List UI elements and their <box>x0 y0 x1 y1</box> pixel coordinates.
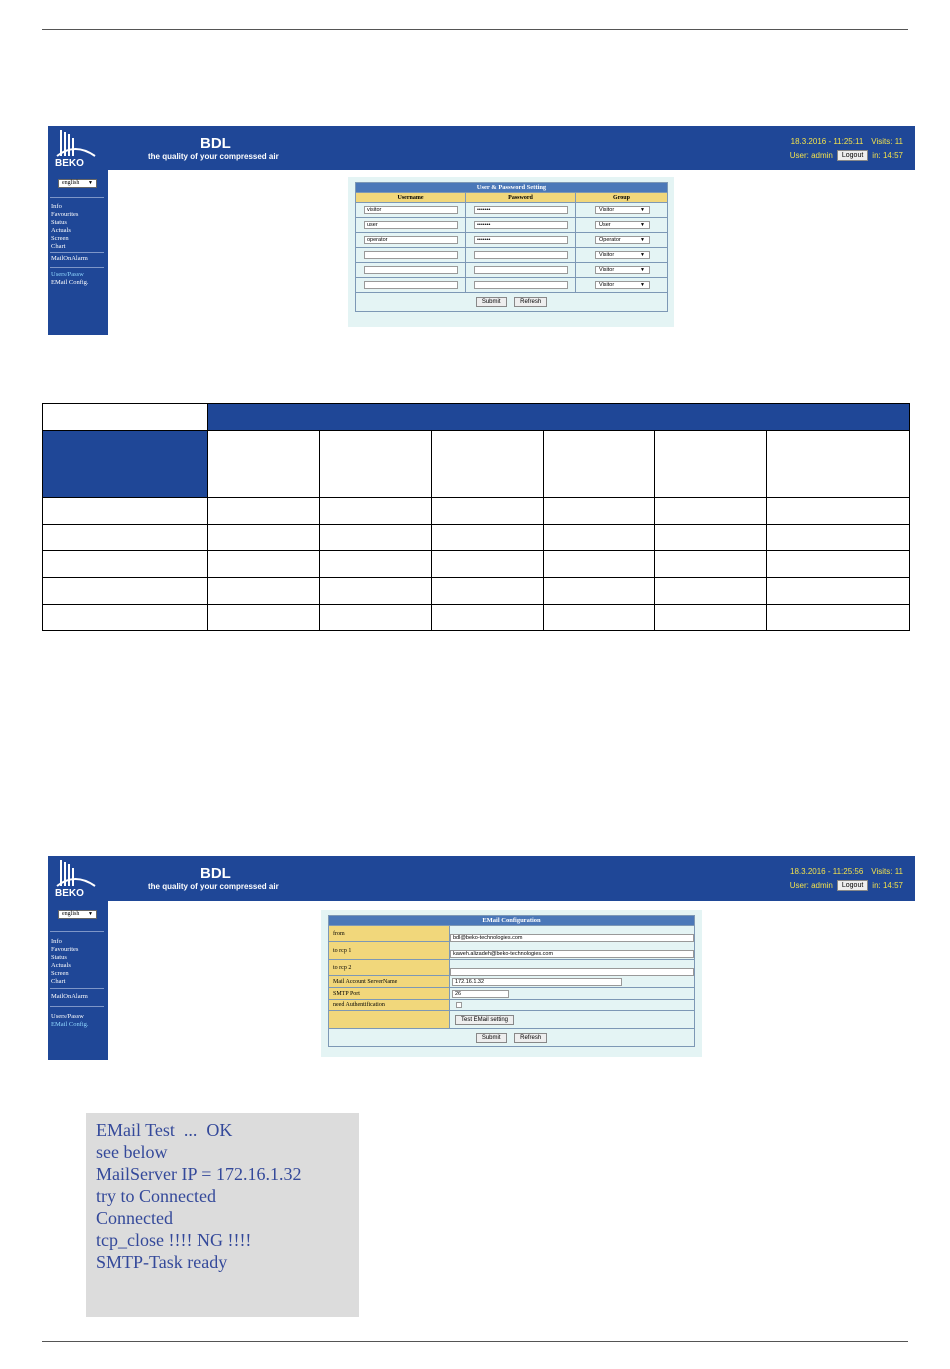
username-input[interactable] <box>364 251 458 259</box>
beko-logo-icon <box>51 128 99 168</box>
sidebar-item-email-config[interactable]: EMail Config. <box>51 1021 89 1028</box>
email-config-screenshot <box>48 856 915 1061</box>
auth-checkbox[interactable] <box>456 1002 462 1008</box>
bottom-rule <box>42 1341 908 1342</box>
chevron-down-icon: ▼ <box>88 181 93 186</box>
output-line: EMail Test ... OK <box>96 1120 233 1140</box>
timestamp: 18.3.2016 - 11:25:56 <box>790 867 864 876</box>
empty-grid-table <box>42 403 910 631</box>
group-select[interactable]: Visitor ▼ <box>595 281 650 289</box>
app-tagline: the quality of your compressed air <box>148 882 279 891</box>
table-row <box>356 233 668 248</box>
table-cell <box>43 404 208 431</box>
sidebar-nav-main <box>51 203 78 251</box>
password-input[interactable]: ••••••• <box>474 236 568 244</box>
table-row <box>356 278 668 293</box>
group-select[interactable]: Visitor ▼ <box>595 206 650 214</box>
sidebar-item-chart[interactable]: Chart <box>51 978 66 985</box>
sidebar-nav-config <box>51 1013 89 1029</box>
column-header-password: Password <box>466 193 576 203</box>
chevron-down-icon: ▼ <box>640 222 645 228</box>
username-input[interactable]: operator <box>364 236 458 244</box>
table-row <box>43 498 910 525</box>
table-row <box>356 203 668 218</box>
refresh-button[interactable]: Refresh <box>514 297 547 307</box>
table-cell <box>432 431 544 498</box>
sidebar-nav-main <box>51 938 78 986</box>
form-actions <box>356 293 668 312</box>
divider <box>50 252 104 253</box>
sidebar <box>48 170 108 335</box>
logout-button[interactable]: Logout <box>837 880 868 891</box>
password-input[interactable]: ••••••• <box>474 206 568 214</box>
sidebar-item-users-passw[interactable]: Users/Passw <box>51 1013 84 1020</box>
sidebar-item-screen[interactable]: Screen <box>51 970 69 977</box>
sidebar-item-email-config[interactable]: EMail Config. <box>51 279 89 286</box>
user-label: User: admin <box>789 151 833 160</box>
column-header-group: Group <box>576 193 668 203</box>
submit-button[interactable]: Submit <box>476 1033 507 1043</box>
rcp2-label: to rcp 2 <box>329 960 450 976</box>
sidebar-item-status[interactable]: Status <box>51 219 67 226</box>
rcp1-label: to rcp 1 <box>329 942 450 960</box>
username-input[interactable]: visitor <box>364 206 458 214</box>
header-user <box>790 880 903 891</box>
divider <box>50 988 104 989</box>
divider <box>50 267 104 268</box>
server-label: Mail Account ServerName <box>329 976 450 988</box>
chevron-down-icon: ▼ <box>640 267 645 273</box>
sidebar-item-chart[interactable]: Chart <box>51 243 66 250</box>
header-user <box>790 150 903 161</box>
sidebar-nav-alarm <box>51 255 88 263</box>
server-input[interactable]: 172.16.1.32 <box>452 978 622 986</box>
user-password-form <box>355 182 668 312</box>
language-select[interactable]: english ▼ <box>58 179 97 188</box>
form-actions <box>329 1029 695 1047</box>
app-banner <box>48 856 915 901</box>
rcp1-input[interactable]: kaweh.alizadeh@beko-technologies.com <box>450 950 694 958</box>
chevron-down-icon: ▼ <box>88 912 93 917</box>
group-select[interactable]: Visitor ▼ <box>595 266 650 274</box>
table-row <box>356 248 668 263</box>
smtp-port-input[interactable]: 26 <box>452 990 509 998</box>
app-tagline: the quality of your compressed air <box>148 152 279 161</box>
output-line: SMTP-Task ready <box>96 1252 228 1272</box>
password-input[interactable]: ••••••• <box>474 221 568 229</box>
sidebar-item-info[interactable]: Info <box>51 938 62 945</box>
timestamp: 18.3.2016 - 11:25:11 <box>790 137 864 146</box>
sidebar-item-info[interactable]: Info <box>51 203 62 210</box>
table-cell <box>767 431 910 498</box>
column-header-username: Username <box>356 193 466 203</box>
submit-button[interactable]: Submit <box>476 297 507 307</box>
output-line: see below <box>96 1142 168 1162</box>
table-row <box>43 551 910 578</box>
test-email-button[interactable]: Test EMail setting <box>455 1015 514 1025</box>
refresh-button[interactable]: Refresh <box>514 1033 547 1043</box>
group-select[interactable]: Operator ▼ <box>595 236 650 244</box>
users-password-screenshot <box>48 126 915 335</box>
username-input[interactable] <box>364 266 458 274</box>
table-row <box>43 525 910 551</box>
divider <box>50 1006 104 1007</box>
language-select[interactable]: english ▼ <box>58 910 97 919</box>
user-label: User: admin <box>789 881 833 890</box>
sidebar-item-screen[interactable]: Screen <box>51 235 69 242</box>
output-line: MailServer IP = 172.16.1.32 <box>96 1164 302 1184</box>
visits-count: Visits: 11 <box>871 137 903 146</box>
table-header-cell <box>43 431 208 498</box>
group-select[interactable]: User ▼ <box>595 221 650 229</box>
sidebar-item-status[interactable]: Status <box>51 954 67 961</box>
beko-logo-icon <box>51 858 99 898</box>
form-title: EMail Configuration <box>329 916 695 926</box>
divider <box>50 197 104 198</box>
label-cell <box>329 1011 450 1029</box>
username-input[interactable]: user <box>364 221 458 229</box>
output-line: Connected <box>96 1208 173 1228</box>
chevron-down-icon: ▼ <box>640 237 645 243</box>
sidebar-nav-alarm <box>51 993 88 1001</box>
sidebar-item-mailonalarm[interactable]: MailOnAlarm <box>51 993 88 1000</box>
sidebar-item-mailonalarm[interactable]: MailOnAlarm <box>51 255 88 262</box>
table-cell <box>320 431 432 498</box>
output-line: tcp_close !!!! NG !!!! <box>96 1230 252 1250</box>
table-cell <box>655 431 767 498</box>
svg-text:BEKO: BEKO <box>55 888 84 898</box>
sidebar-item-favourites[interactable]: Favourites <box>51 211 79 218</box>
chevron-down-icon: ▼ <box>640 282 645 288</box>
session-timer: in: 14:57 <box>872 881 903 890</box>
sidebar-item-actuals[interactable]: Actuals <box>51 227 71 234</box>
table-subheader-row <box>43 431 910 498</box>
password-input[interactable] <box>474 266 568 274</box>
output-line: try to Connected <box>96 1186 216 1206</box>
form-title: User & Password Setting <box>356 183 668 193</box>
group-select[interactable]: Visitor ▼ <box>595 251 650 259</box>
header-status <box>791 137 903 146</box>
top-rule <box>42 29 908 30</box>
table-row <box>356 218 668 233</box>
table-header-row <box>43 404 910 431</box>
table-row <box>43 605 910 631</box>
session-timer: in: 14:57 <box>872 151 903 160</box>
app-title: BDL <box>200 865 231 882</box>
app-banner <box>48 126 915 170</box>
from-input[interactable]: bdl@beko-technologies.com <box>450 934 694 942</box>
header-status <box>790 867 903 876</box>
chevron-down-icon: ▼ <box>640 252 645 258</box>
email-config-form <box>328 915 695 1047</box>
from-label: from <box>329 926 450 942</box>
svg-text:BEKO: BEKO <box>55 158 84 168</box>
auth-label: need Authentification <box>329 1000 450 1011</box>
visits-count: Visits: 11 <box>871 867 903 876</box>
sidebar-item-actuals[interactable]: Actuals <box>51 962 71 969</box>
table-cell <box>208 431 320 498</box>
username-input[interactable] <box>364 281 458 289</box>
table-row <box>356 263 668 278</box>
smtp-port-label: SMTP Port <box>329 988 450 1000</box>
table-cell <box>544 431 655 498</box>
email-test-output <box>86 1113 359 1317</box>
password-input[interactable] <box>474 251 568 259</box>
sidebar-item-favourites[interactable]: Favourites <box>51 946 79 953</box>
chevron-down-icon: ▼ <box>640 207 645 213</box>
divider <box>50 931 104 932</box>
password-input[interactable] <box>474 281 568 289</box>
table-row <box>43 578 910 605</box>
sidebar-item-users-passw[interactable]: Users/Passw <box>51 271 84 278</box>
logout-button[interactable]: Logout <box>837 150 868 161</box>
sidebar <box>48 901 108 1060</box>
table-header-band <box>208 404 910 431</box>
sidebar-nav-config <box>51 271 89 287</box>
app-title: BDL <box>200 135 231 152</box>
